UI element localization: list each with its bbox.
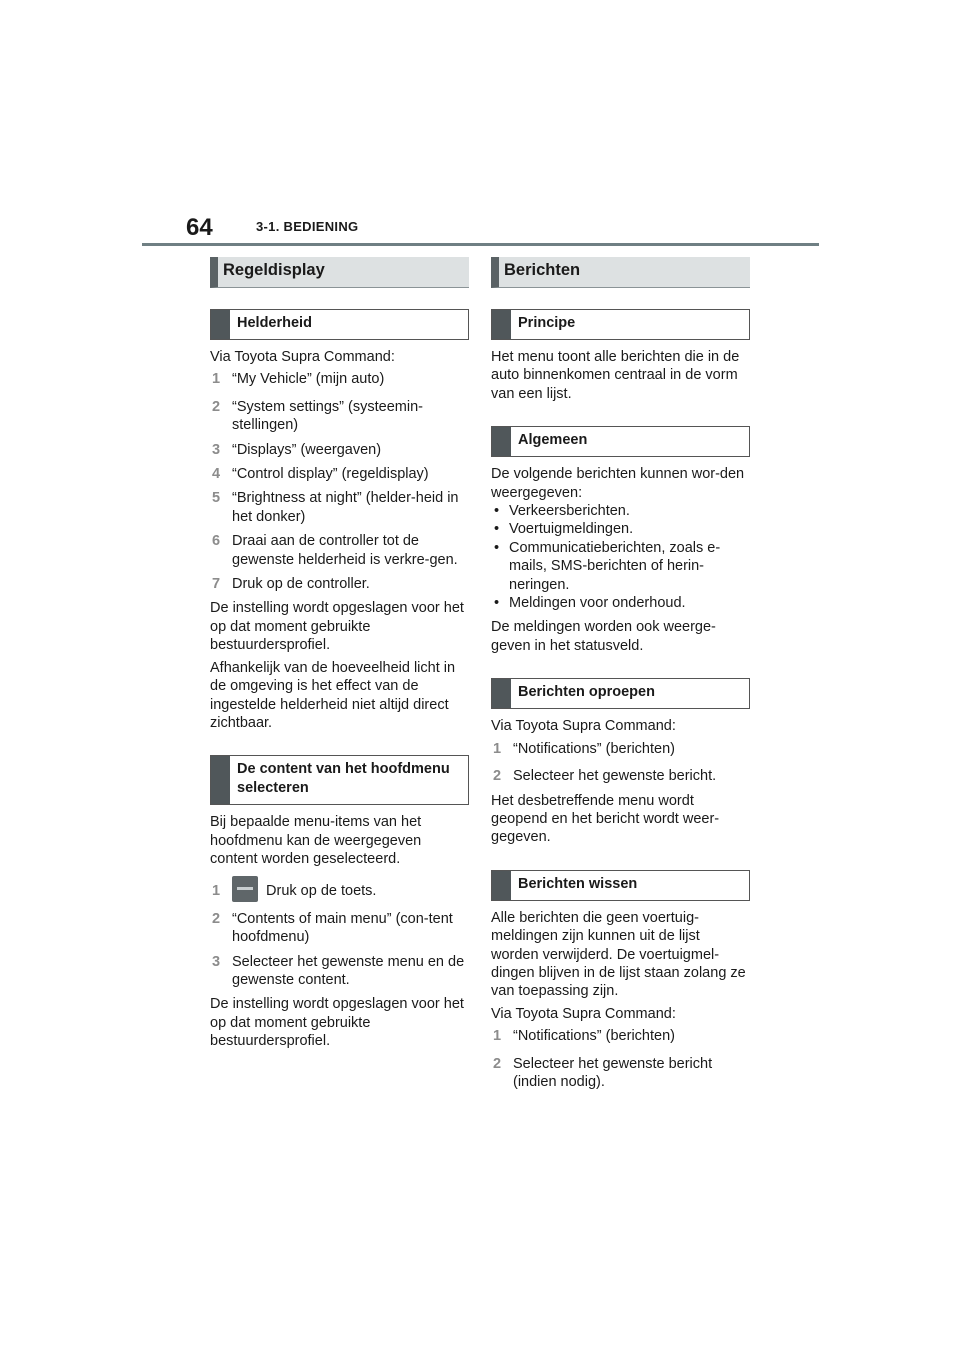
content-intro: Bij bepaalde menu-items van het hoofdmenu kan de weergegeven content worden geselecteerd. — [210, 814, 422, 868]
step-item — [210, 465, 469, 483]
step-text: “Notifications” (berichten) — [513, 1028, 675, 1045]
step-text: Selecteer het gewenste bericht. — [513, 768, 717, 785]
step-item — [491, 1027, 750, 1045]
helderheid-paragraph-1: De instelling wordt opgeslagen voor het op dat moment gebruikte bestuurdersprofiel. — [210, 600, 464, 654]
left-column — [210, 257, 469, 1051]
step-number: 2 — [493, 1055, 502, 1072]
principe-paragraph: Het menu toont alle berichten die in de auto binnenkomen centraal in de vorm van een lijst. — [491, 349, 740, 402]
step-item — [491, 767, 750, 785]
list-item-text: Voertuigmeldingen. — [509, 521, 634, 538]
section-heading-berichten: Berichten — [491, 257, 750, 288]
step-item — [491, 740, 750, 758]
step-text: Selecteer het gewenste bericht (indien nodig). — [513, 1055, 713, 1090]
step-item — [210, 953, 469, 990]
list-item — [491, 520, 750, 538]
list-item-text: Communicatieberichten, zoals e-mails, SMS-berichten of herin-neringen. — [509, 539, 721, 593]
step-item — [491, 1055, 750, 1092]
helderheid-paragraph-2: Afhankelijk van de hoeveelheid licht in de omgeving is het effect van de ingestelde helderheid niet altijd direct zichtbaar. — [210, 659, 456, 731]
step-item — [210, 532, 469, 569]
step-text: “Control display” (regeldisplay) — [232, 466, 429, 483]
helderheid-intro: Via Toyota Supra Command: — [210, 349, 395, 365]
step-number: 1 — [212, 882, 221, 899]
subheading-principe: Principe — [491, 309, 750, 340]
step-text: Druk op de toets. — [266, 882, 377, 899]
oproepen-intro: Via Toyota Supra Command: — [491, 718, 676, 735]
step-number: 3 — [212, 441, 221, 458]
step-number: 2 — [493, 768, 502, 785]
list-item — [491, 502, 750, 520]
subheading-berichten-wissen: Berichten wissen — [491, 870, 750, 901]
step-number: 2 — [212, 398, 221, 415]
step-text: “Contents of main menu” (con-tent hoofdmenu) — [232, 910, 453, 946]
step-number: 1 — [493, 740, 502, 757]
bullet-dot: • — [494, 595, 500, 612]
step-text: “System settings” (systeemin-stellingen) — [232, 398, 423, 434]
page-number: 64 — [186, 214, 213, 241]
section-heading-regeldisplay: Regeldisplay — [210, 257, 469, 288]
step-item — [210, 441, 469, 459]
step-number: 1 — [212, 371, 221, 388]
wissen-paragraph: Alle berichten die geen voertuig-meldingen zijn kunnen uit de lijst worden verwijderd. De voertuigmel-dingen blijven in de lijst staan zolang ze van toepassing zijn. — [491, 909, 746, 1000]
bullet-dot: • — [494, 503, 500, 520]
list-item — [491, 594, 750, 612]
algemeen-paragraph: De meldingen worden ook weerge-geven in het statusveld. — [491, 619, 716, 654]
step-text: Draai aan de controller tot de gewenste helderheid is verkre-gen. — [232, 533, 458, 568]
step-text: “Notifications” (berichten) — [513, 740, 675, 757]
subheading-berichten-oproepen: Berichten oproepen — [491, 678, 750, 709]
list-item — [491, 539, 750, 594]
menu-button-icon — [232, 876, 258, 902]
step-text: “Brightness at night” (helder-heid in het donker) — [232, 490, 459, 525]
right-column — [491, 257, 750, 1091]
step-number: 1 — [493, 1028, 502, 1045]
step-item — [210, 370, 469, 388]
subheading-helderheid: Helderheid — [210, 309, 469, 340]
step-text: “My Vehicle” (mijn auto) — [232, 371, 385, 388]
oproepen-paragraph: Het desbetreffende menu wordt geopend en het bericht wordt weer-gegeven. — [491, 792, 720, 846]
bullet-dot: • — [494, 539, 500, 556]
bullet-dot: • — [494, 521, 500, 538]
header-rule — [142, 243, 819, 246]
step-item — [210, 575, 469, 593]
subheading-algemeen: Algemeen — [491, 426, 750, 457]
step-item — [210, 878, 469, 904]
wissen-intro: Via Toyota Supra Command: — [491, 1005, 676, 1022]
step-number: 6 — [212, 533, 221, 550]
step-item — [210, 910, 469, 947]
step-number: 2 — [212, 910, 221, 927]
content-paragraph-1: De instelling wordt opgeslagen voor het op dat moment gebruikte bestuurdersprofiel. — [210, 996, 464, 1050]
step-number: 4 — [212, 466, 221, 483]
step-text: Selecteer het gewenste menu en de gewenste content. — [232, 953, 465, 988]
list-item-text: Verkeersberichten. — [509, 503, 630, 520]
step-item — [210, 398, 469, 435]
step-number: 5 — [212, 490, 221, 507]
step-number: 7 — [212, 576, 221, 593]
chapter-title: 3-1. BEDIENING — [256, 219, 359, 234]
subheading-content-hoofdmenu: De content van het hoofdmenu selecteren — [210, 755, 469, 805]
step-item — [210, 489, 469, 526]
step-number: 3 — [212, 953, 221, 970]
step-text: “Displays” (weergaven) — [232, 441, 382, 458]
step-text: Druk op de controller. — [232, 576, 370, 593]
list-item-text: Meldingen voor onderhoud. — [509, 595, 686, 612]
algemeen-intro: De volgende berichten kunnen wor-den weergegeven: — [491, 466, 745, 501]
